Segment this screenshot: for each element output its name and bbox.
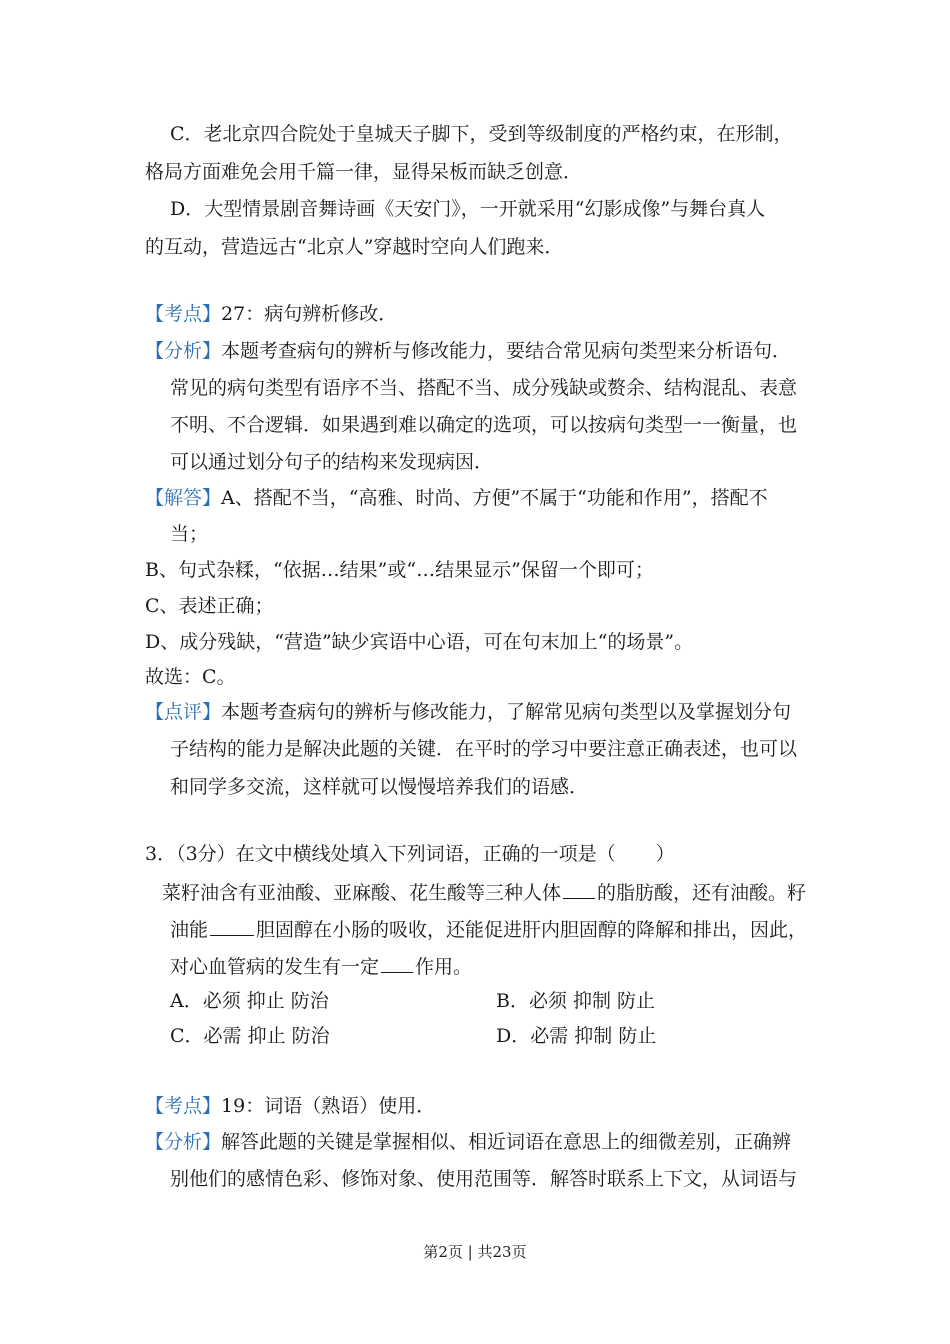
dianping-line1 bbox=[145, 700, 791, 724]
answer-blank-3 bbox=[381, 954, 413, 973]
q3-fenxi-line2: 别他们的感情色彩、修饰对象、使用范围等．解答时联系上下文，从词语与 bbox=[170, 1168, 798, 1190]
fenxi-text-1: 本题考查病句的辨析与修改能力，要结合常见病句类型来分析语句． bbox=[221, 340, 792, 362]
q3-kaodian-line bbox=[145, 1094, 435, 1118]
passage-text: 胆固醇在小肠的吸收，还能促进肝内胆固醇的降解和排出，因此， bbox=[256, 919, 808, 941]
dianping-tag: 【点评】 bbox=[145, 701, 222, 723]
answer-blank-1 bbox=[563, 880, 595, 899]
option-d-line1: D．大型情景剧音舞诗画《天安门》，一开就采用“幻影成像”与舞台真人 bbox=[170, 198, 766, 220]
q3-passage-line1 bbox=[162, 880, 806, 905]
q3-passage-line3 bbox=[170, 954, 472, 979]
jieda-text-1: A、搭配不当，“高雅、时尚、方便”不属于“功能和作用”，搭配不 bbox=[221, 487, 768, 509]
jieda-line6: 故选：C。 bbox=[145, 666, 236, 688]
fenxi-tag: 【分析】 bbox=[145, 1131, 222, 1153]
kaodian-tag: 【考点】 bbox=[145, 303, 222, 325]
passage-text: 油能 bbox=[170, 919, 209, 941]
q3-passage-line2 bbox=[170, 917, 807, 942]
kaodian-tag: 【考点】 bbox=[145, 1095, 222, 1117]
jieda-line5: D、成分残缺，“营造”缺少宾语中心语，可在句末加上“的场景”。 bbox=[145, 631, 694, 653]
option-c-line1: C．老北京四合院处于皇城天子脚下，受到等级制度的严格约束，在形制， bbox=[170, 123, 793, 145]
option-c-line2: 格局方面难免会用千篇一律，显得呆板而缺乏创意． bbox=[145, 161, 583, 183]
kaodian-text: 19：词语（熟语）使用． bbox=[221, 1095, 436, 1117]
q3-fenxi-line1 bbox=[145, 1130, 791, 1154]
fenxi-line4: 可以通过划分句子的结构来发现病因． bbox=[170, 451, 494, 473]
fenxi-line2: 常见的病句类型有语序不当、搭配不当、成分残缺或赘余、结构混乱、表意 bbox=[170, 377, 798, 399]
jieda-tag: 【解答】 bbox=[145, 487, 222, 509]
jieda-line2: 当； bbox=[170, 523, 209, 545]
passage-text: 的脂肪酸，还有油酸。籽 bbox=[597, 882, 807, 904]
kaodian-text: 27：病句辨析修改． bbox=[221, 303, 398, 325]
q3-stem bbox=[145, 842, 675, 866]
fenxi-line3: 不明、不合逻辑．如果遇到难以确定的选项，可以按病句类型一一衡量，也 bbox=[170, 414, 798, 436]
option-d-line2: 的互动，营造远古“北京人”穿越时空向人们跑来． bbox=[145, 236, 564, 258]
fenxi-line1 bbox=[145, 339, 791, 363]
dianping-text-1: 本题考查病句的辨析与修改能力，了解常见病句类型以及掌握划分句 bbox=[221, 701, 792, 723]
dianping-line3: 和同学多交流，这样就可以慢慢培养我们的语感． bbox=[170, 776, 589, 798]
jieda-line3: B、句式杂糅，“依据…结果”或“…结果显示”保留一个即可； bbox=[145, 559, 654, 581]
fenxi-text-1: 解答此题的关键是掌握相似、相近词语在意思上的细微差别，正确辨 bbox=[221, 1131, 792, 1153]
q3-option-b[interactable]: B．必须 抑制 防止 bbox=[496, 990, 656, 1012]
dianping-line2: 子结构的能力是解决此题的关键．在平时的学习中要注意正确表述，也可以 bbox=[170, 738, 798, 760]
q3-stem-text: 3．（3分）在文中横线处填入下列词语，正确的一项是（ bbox=[145, 843, 616, 865]
q3-option-d[interactable]: D．必需 抑制 防止 bbox=[496, 1025, 657, 1047]
answer-blank-2 bbox=[210, 917, 254, 936]
passage-text: 对心血管病的发生有一定 bbox=[170, 956, 380, 978]
kaodian-line bbox=[145, 302, 397, 326]
q3-stem-close: ） bbox=[655, 843, 675, 865]
jieda-line4: C、表述正确； bbox=[145, 595, 274, 617]
fenxi-tag: 【分析】 bbox=[145, 340, 222, 362]
q3-option-c[interactable]: C．必需 抑止 防治 bbox=[170, 1025, 330, 1047]
jieda-line1 bbox=[145, 486, 768, 510]
page-footer: 第2页 | 共23页 bbox=[423, 1243, 527, 1261]
passage-text: 菜籽油含有亚油酸、亚麻酸、花生酸等三种人体 bbox=[162, 882, 562, 904]
q3-option-a[interactable]: A．必须 抑止 防治 bbox=[170, 990, 329, 1012]
passage-text: 作用。 bbox=[415, 956, 473, 978]
